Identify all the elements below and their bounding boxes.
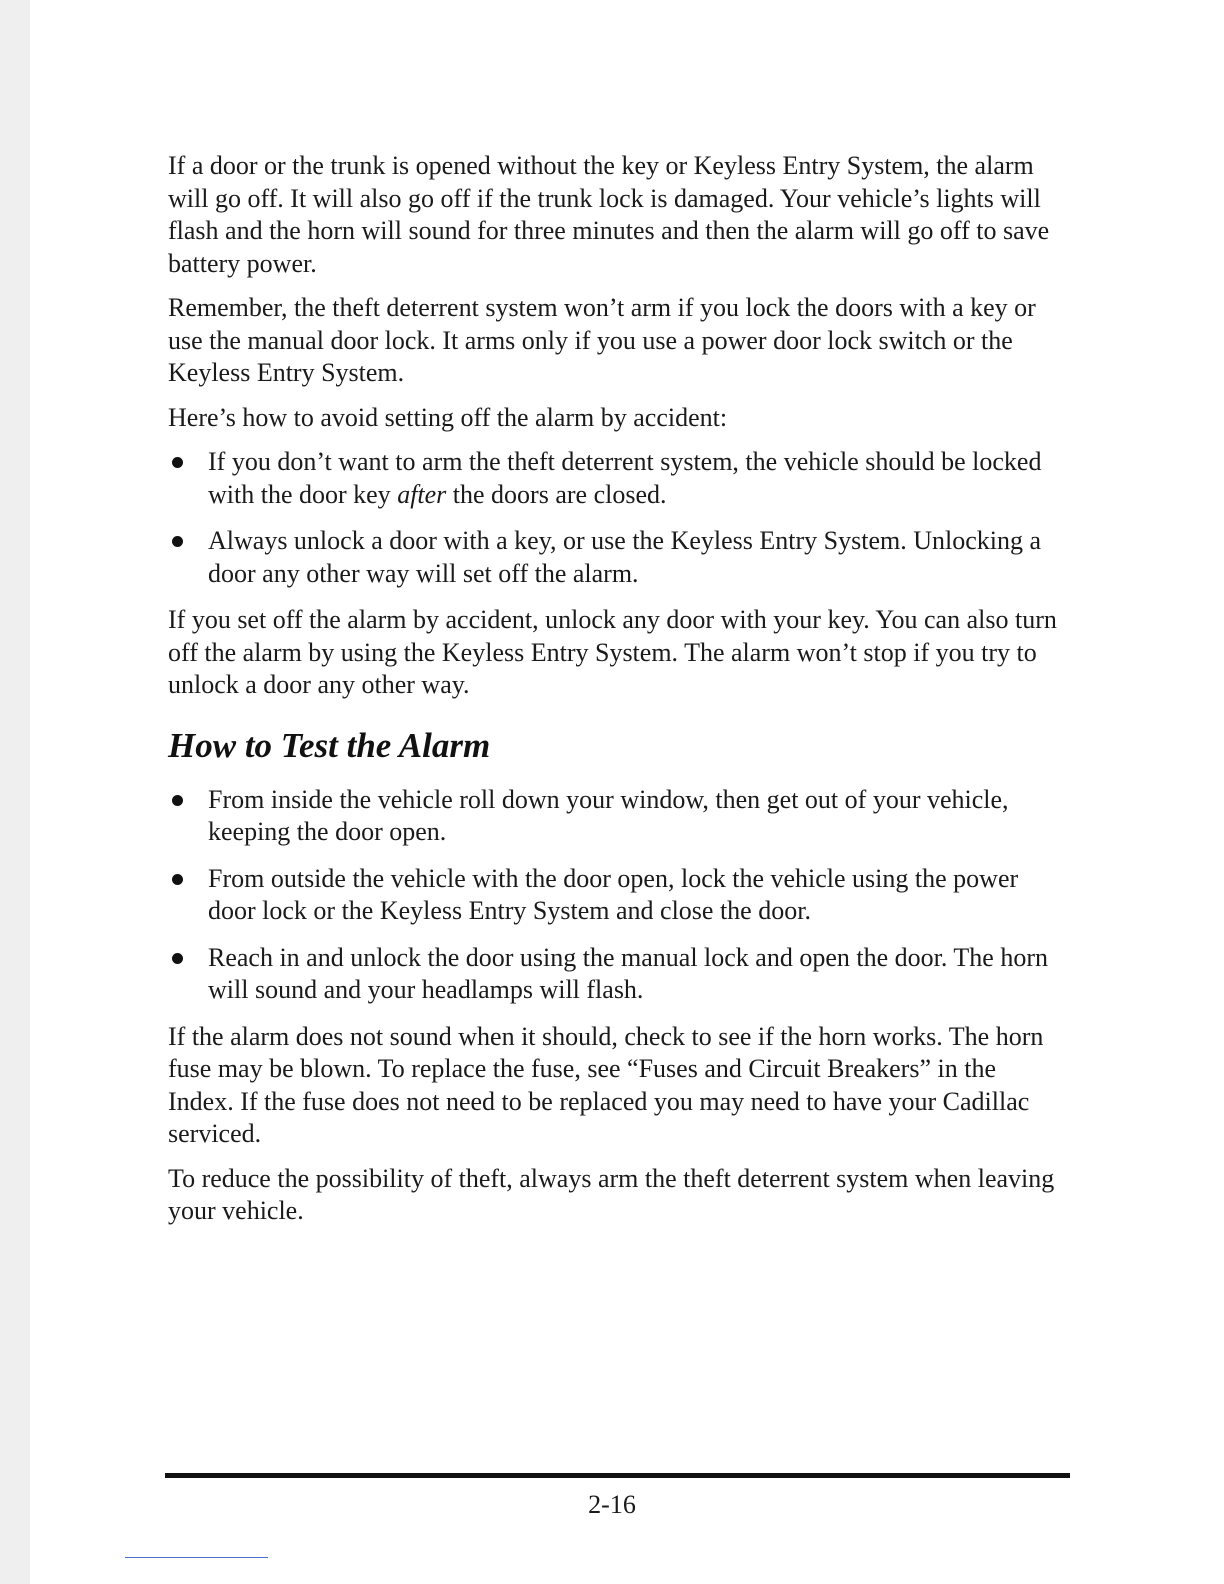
footer-link-underline	[125, 1557, 268, 1558]
scan-edge-shade	[0, 0, 30, 1584]
list-item	[168, 784, 1068, 849]
bullet-icon	[172, 953, 183, 964]
footer-rule	[165, 1473, 1070, 1478]
page-number: 2-16	[588, 1490, 636, 1519]
paragraph-avoid-intro: Here’s how to avoid setting off the alarm by accident:	[168, 402, 728, 432]
paragraph-accident: If you set off the alarm by accident, unlock any door with your key. You can also turn off the alarm by using the Keyless Entry System. The alarm won’t stop if you try to unlock a door any other way.	[168, 605, 1057, 699]
bullet-text: Always unlock a door with a key, or use the Keyless Entry System. Unlocking a door any other way will set off the alarm.	[208, 526, 1042, 588]
list-item	[168, 525, 1068, 590]
list-item	[168, 446, 1068, 511]
paragraph-alarm-trigger: If a door or the trunk is opened without the key or Keyless Entry System, the alarm will go off. It will also go off if the trunk lock is damaged. Your vehicle’s lights will flash and the horn will sound for three minutes and then the alarm will go off to save battery power.	[168, 151, 1050, 278]
bullet-icon	[172, 874, 183, 885]
bullet-icon	[172, 795, 183, 806]
test-alarm-list	[168, 784, 1068, 1007]
bullet-text-before: If you don’t want to arm the theft deterrent system, the vehicle should be locked with the door key	[208, 447, 1042, 509]
list-item	[168, 942, 1068, 1007]
paragraph-horn-check: If the alarm does not sound when it should, check to see if the horn works. The horn fuse may be blown. To replace the fuse, see “Fuses and Circuit Breakers” in the Index. If the fuse does not need to be replaced you may need to have your Cadillac serviced.	[168, 1021, 1044, 1148]
bullet-icon	[172, 536, 183, 547]
page-content	[168, 150, 1068, 1240]
bullet-text-emphasis: after	[397, 479, 447, 509]
section-heading: How to Test the Alarm	[168, 725, 491, 765]
list-item	[168, 863, 1068, 928]
bullet-text-after: the doors are closed.	[446, 479, 667, 509]
avoid-alarm-list	[168, 446, 1068, 590]
bullet-text: Reach in and unlock the door using the manual lock and open the door. The horn will sound and your headlamps will flash.	[208, 942, 1048, 1004]
paragraph-reduce-theft: To reduce the possibility of theft, always arm the theft deterrent system when leaving your vehicle.	[168, 1163, 1055, 1225]
bullet-text: From inside the vehicle roll down your window, then get out of your vehicle, keeping the door open.	[208, 784, 1009, 846]
bullet-text: From outside the vehicle with the door open, lock the vehicle using the power door lock or the Keyless Entry System and close the door.	[208, 863, 1019, 925]
paragraph-arming-note: Remember, the theft deterrent system won’t arm if you lock the doors with a key or use the manual door lock. It arms only if you use a power door lock switch or the Keyless Entry System.	[168, 293, 1036, 387]
bullet-icon	[172, 457, 183, 468]
